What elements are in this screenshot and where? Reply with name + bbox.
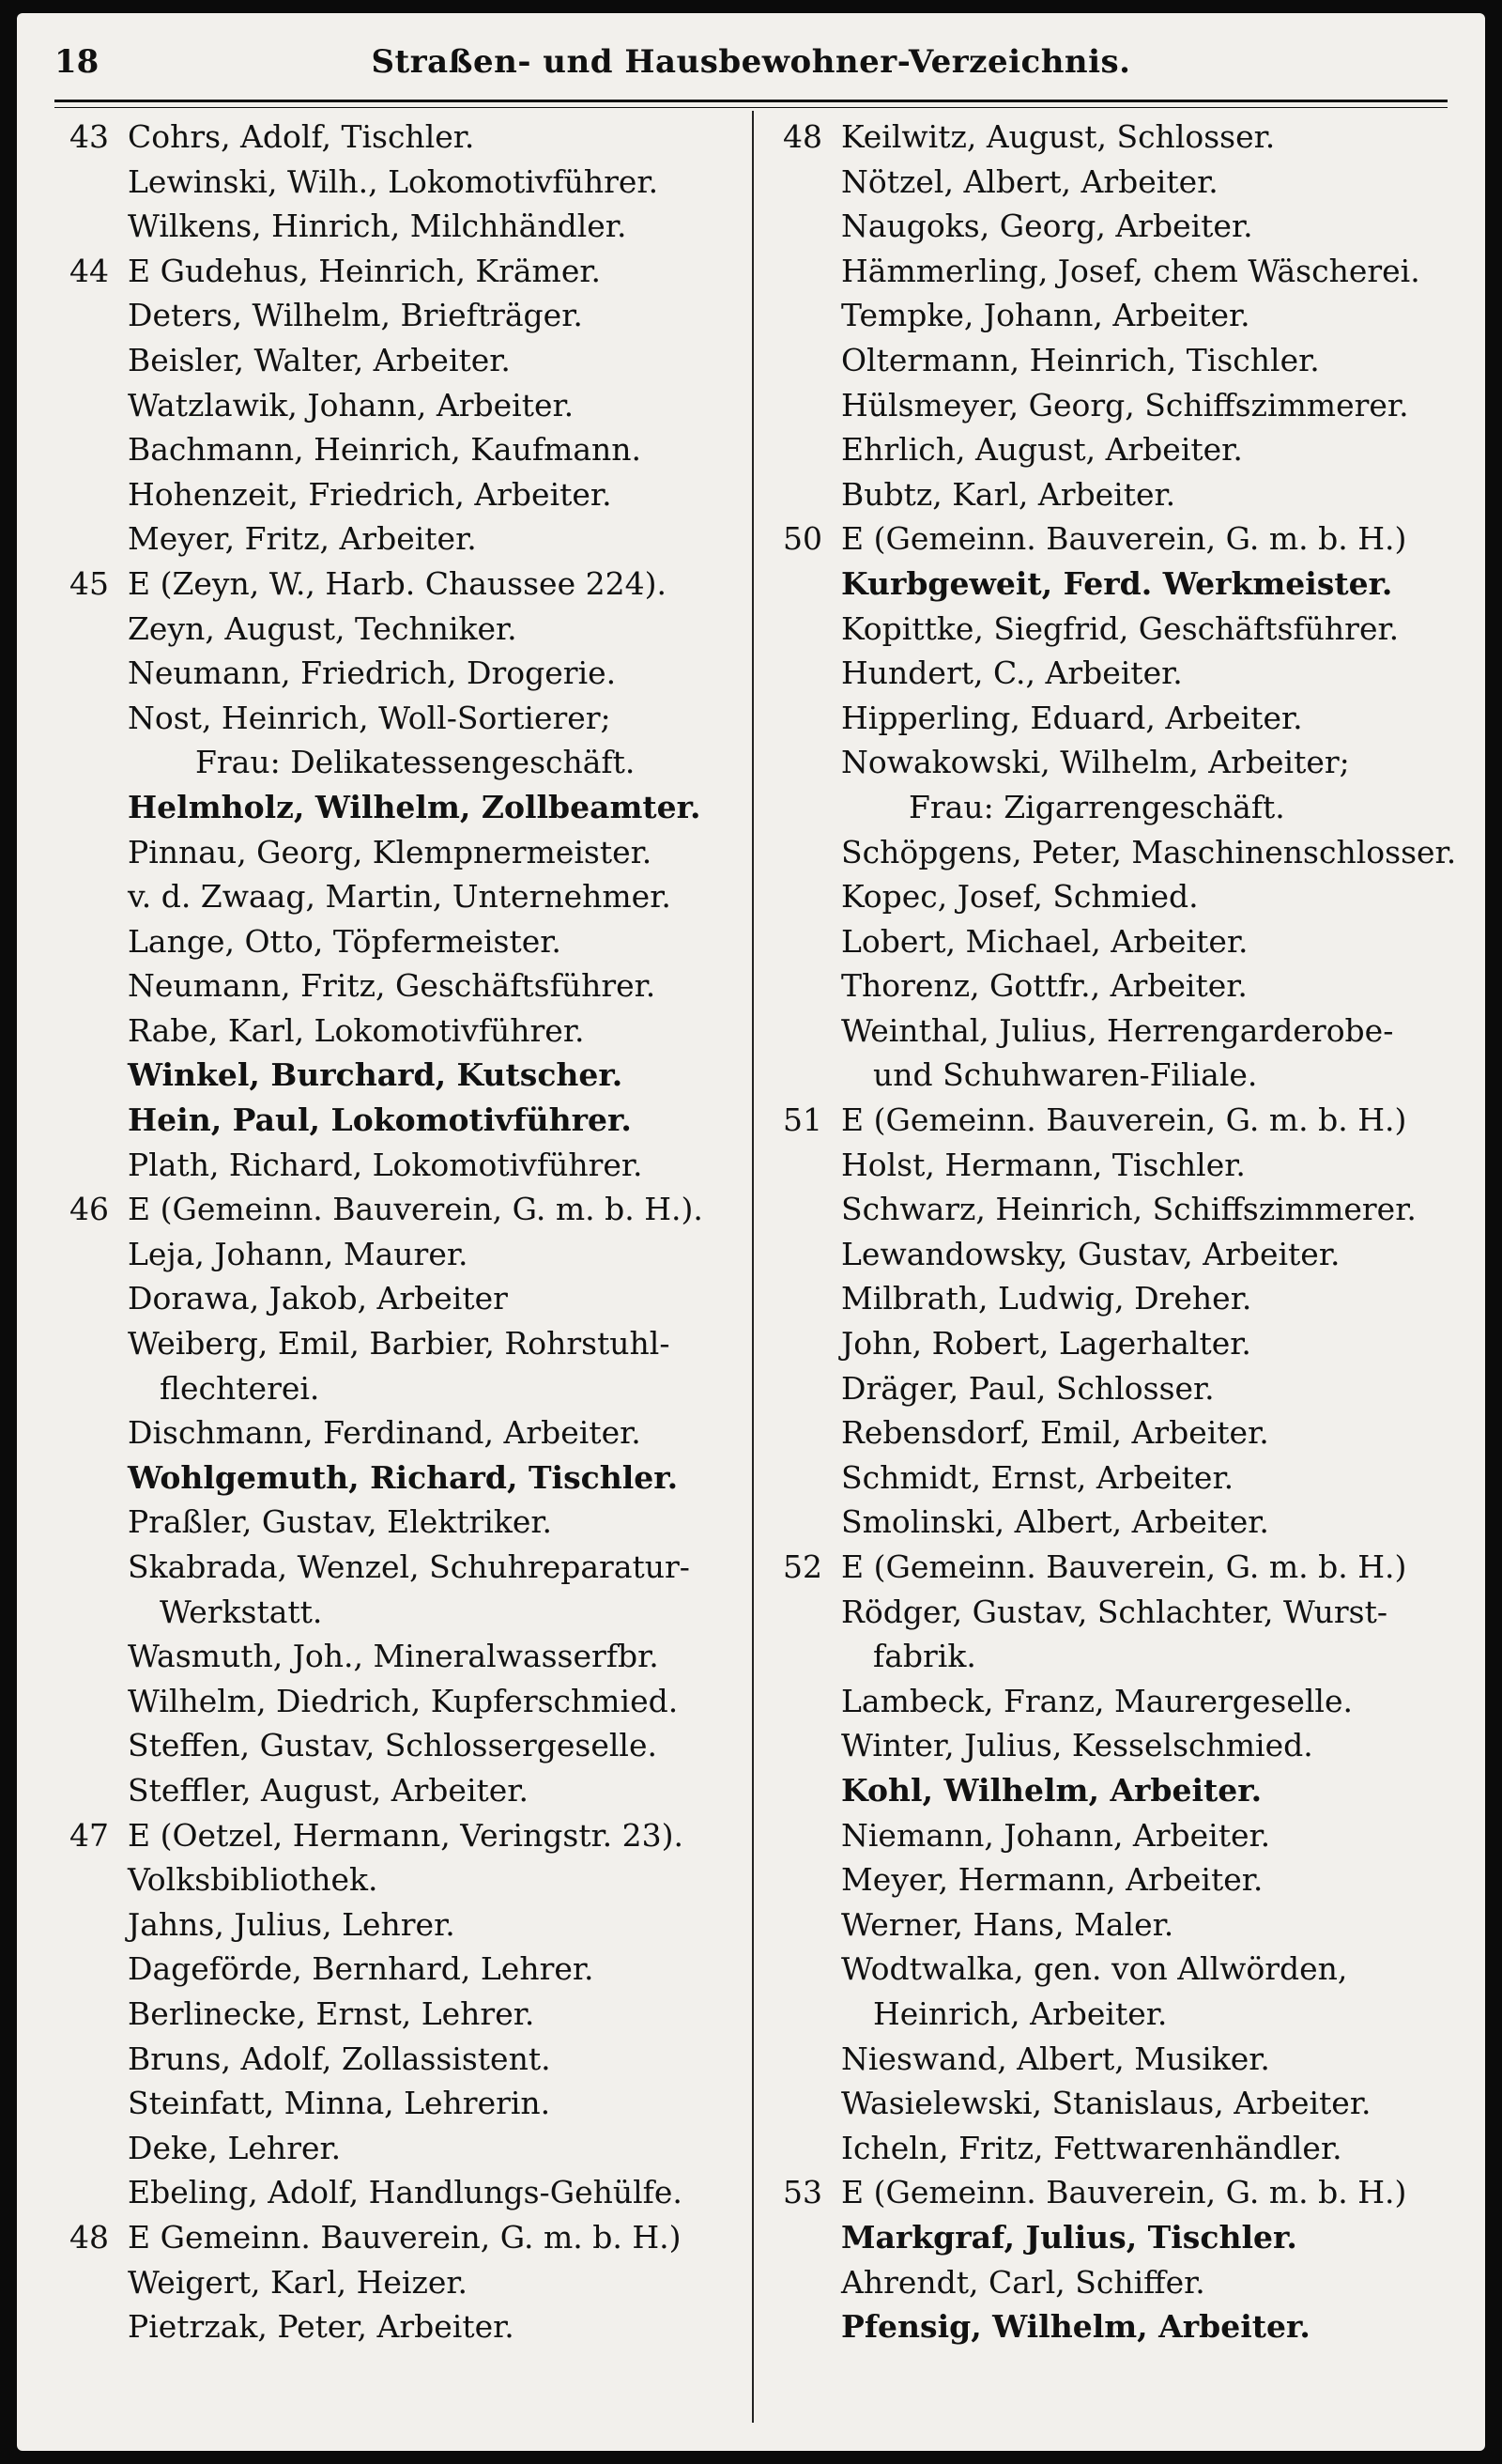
entry-text: Hein, Paul, Lokomotivführer. bbox=[128, 1101, 632, 1139]
directory-entry bbox=[54, 2304, 744, 2349]
entry-text: E (Gemeinn. Bauverein, G. m. b. H.) bbox=[841, 1548, 1407, 1585]
directory-entry bbox=[768, 2126, 1458, 2171]
entry-text: Dischmann, Ferdinand, Arbeiter. bbox=[128, 1414, 641, 1452]
entry-text: Pfensig, Wilhelm, Arbeiter. bbox=[841, 2308, 1310, 2346]
directory-entry bbox=[54, 1410, 744, 1455]
directory-entry bbox=[768, 293, 1458, 338]
house-number: 51 bbox=[783, 1101, 822, 1139]
directory-entry bbox=[54, 607, 744, 652]
entry-text: Dageförde, Bernhard, Lehrer. bbox=[128, 1950, 594, 1988]
entry-text: Pietrzak, Peter, Arbeiter. bbox=[128, 2308, 514, 2346]
entry-text: Lobert, Michael, Arbeiter. bbox=[841, 922, 1249, 960]
entry-text: Deters, Wilhelm, Briefträger. bbox=[128, 297, 583, 334]
entry-text: Niemann, Johann, Arbeiter. bbox=[841, 1816, 1271, 1854]
directory-entry bbox=[768, 1723, 1458, 1768]
page-header bbox=[54, 34, 1448, 90]
entry-text: Bachmann, Heinrich, Kaufmann. bbox=[128, 431, 642, 469]
directory-entry bbox=[54, 2170, 744, 2215]
entry-text: Keilwitz, August, Schlosser. bbox=[841, 118, 1276, 155]
entry-text: Schmidt, Ernst, Arbeiter. bbox=[841, 1458, 1234, 1496]
directory-entry bbox=[54, 1187, 744, 1232]
directory-entry bbox=[768, 1455, 1458, 1501]
directory-entry bbox=[54, 1634, 744, 1679]
directory-entry bbox=[54, 1232, 744, 1277]
entry-text: Ehrlich, August, Arbeiter. bbox=[841, 431, 1243, 469]
house-number: 46 bbox=[69, 1191, 109, 1228]
directory-entry bbox=[768, 2260, 1458, 2305]
entry-text: Weigert, Karl, Heizer. bbox=[128, 2263, 468, 2301]
directory-entry bbox=[54, 472, 744, 517]
column-divider bbox=[752, 111, 754, 2423]
directory-entry bbox=[54, 1455, 744, 1501]
entry-text: Deke, Lehrer. bbox=[128, 2129, 342, 2166]
entry-text: Wilhelm, Diedrich, Kupferschmied. bbox=[128, 1682, 679, 1719]
directory-entry bbox=[54, 1143, 744, 1188]
directory-entry bbox=[54, 338, 744, 383]
entry-text: Frau: Zigarrengeschäft. bbox=[909, 788, 1285, 825]
directory-entry bbox=[54, 115, 744, 160]
directory-entry bbox=[54, 249, 744, 294]
directory-entry bbox=[768, 1500, 1458, 1545]
entry-text: Rödger, Gustav, Schlachter, Wurst- bbox=[841, 1593, 1387, 1630]
entry-text: Pinnau, Georg, Klempnermeister. bbox=[128, 833, 652, 870]
directory-entry bbox=[768, 338, 1458, 383]
directory-entry bbox=[54, 919, 744, 964]
directory-entry bbox=[54, 293, 744, 338]
directory-page bbox=[17, 13, 1485, 2451]
entry-text: E (Gemeinn. Bauverein, G. m. b. H.) bbox=[841, 1101, 1407, 1139]
entry-text: Winkel, Burchard, Kutscher. bbox=[128, 1056, 623, 1094]
directory-entry bbox=[768, 115, 1458, 160]
entry-text: Ahrendt, Carl, Schiffer. bbox=[841, 2263, 1205, 2301]
header-rule-thick bbox=[54, 100, 1448, 102]
entry-text: v. d. Zwaag, Martin, Unternehmer. bbox=[128, 878, 671, 916]
directory-entry bbox=[768, 160, 1458, 205]
directory-entry bbox=[768, 2081, 1458, 2126]
entry-text: Kurbgeweit, Ferd. Werkmeister. bbox=[841, 564, 1393, 602]
directory-entry bbox=[768, 2037, 1458, 2082]
entry-text: Milbrath, Ludwig, Dreher. bbox=[841, 1280, 1252, 1317]
directory-entry bbox=[768, 1947, 1458, 1992]
entry-text: Wasmuth, Joh., Mineralwasserfbr. bbox=[128, 1638, 659, 1675]
directory-entry bbox=[54, 1902, 744, 1948]
directory-entry bbox=[54, 562, 744, 607]
directory-entry bbox=[54, 696, 744, 741]
house-number: 45 bbox=[69, 564, 109, 602]
entry-text: Werkstatt. bbox=[160, 1593, 323, 1630]
entry-text: fabrik. bbox=[873, 1638, 976, 1675]
directory-entry bbox=[768, 785, 1458, 830]
directory-entry bbox=[768, 249, 1458, 294]
entry-text: Holst, Hermann, Tischler. bbox=[841, 1146, 1246, 1183]
directory-entry bbox=[54, 1321, 744, 1366]
entry-text: Schwarz, Heinrich, Schiffszimmerer. bbox=[841, 1191, 1417, 1228]
running-title: Straßen- und Hausbewohner-Verzeichnis. bbox=[371, 43, 1131, 81]
directory-entry bbox=[54, 2037, 744, 2082]
directory-entry bbox=[768, 472, 1458, 517]
entry-text: Watzlawik, Johann, Arbeiter. bbox=[128, 386, 575, 424]
entry-text: Hämmerling, Josef, chem Wäscherei. bbox=[841, 252, 1420, 289]
directory-entry bbox=[768, 383, 1458, 428]
entry-text: Naugoks, Georg, Arbeiter. bbox=[841, 208, 1253, 245]
directory-entry bbox=[54, 1276, 744, 1321]
directory-entry bbox=[768, 919, 1458, 964]
entry-text: Tempke, Johann, Arbeiter. bbox=[841, 297, 1250, 334]
entry-text: Cohrs, Adolf, Tischler. bbox=[128, 118, 475, 155]
entry-text: Leja, Johann, Maurer. bbox=[128, 1235, 468, 1272]
entry-text: Rabe, Karl, Lokomotivführer. bbox=[128, 1011, 585, 1049]
house-number: 53 bbox=[783, 2174, 822, 2211]
entry-text: flechterei. bbox=[160, 1369, 320, 1407]
directory-entry bbox=[54, 1590, 744, 1635]
directory-entry bbox=[768, 1366, 1458, 1411]
entry-text: Steffen, Gustav, Schlossergeselle. bbox=[128, 1727, 657, 1764]
entry-text: E (Oetzel, Hermann, Veringstr. 23). bbox=[128, 1816, 684, 1854]
page-number: 18 bbox=[54, 43, 100, 81]
directory-entry bbox=[768, 427, 1458, 472]
directory-entry bbox=[54, 2260, 744, 2305]
entry-text: Kopec, Josef, Schmied. bbox=[841, 878, 1199, 916]
directory-entry bbox=[54, 1098, 744, 1143]
directory-entry bbox=[768, 516, 1458, 562]
directory-entry bbox=[54, 1366, 744, 1411]
directory-entry bbox=[54, 1992, 744, 2037]
entry-text: Lewandowsky, Gustav, Arbeiter. bbox=[841, 1235, 1341, 1272]
directory-entry bbox=[54, 383, 744, 428]
directory-entry bbox=[768, 1590, 1458, 1635]
directory-entry bbox=[768, 2170, 1458, 2215]
directory-entry bbox=[54, 160, 744, 205]
left-column bbox=[54, 115, 744, 2349]
entry-text: Bruns, Adolf, Zollassistent. bbox=[128, 2040, 551, 2077]
directory-entry bbox=[768, 1902, 1458, 1948]
entry-text: Heinrich, Arbeiter. bbox=[873, 1994, 1168, 2032]
house-number: 50 bbox=[783, 520, 822, 558]
entry-text: E (Gemeinn. Bauverein, G. m. b. H.). bbox=[128, 1191, 703, 1228]
directory-entry bbox=[768, 1098, 1458, 1143]
entry-text: Helmholz, Wilhelm, Zollbeamter. bbox=[128, 788, 701, 825]
entry-text: Beisler, Walter, Arbeiter. bbox=[128, 341, 511, 378]
directory-entry bbox=[768, 1679, 1458, 1724]
directory-entry bbox=[54, 1679, 744, 1724]
directory-entry bbox=[54, 2081, 744, 2126]
entry-text: Lewinski, Wilh., Lokomotivführer. bbox=[128, 162, 659, 200]
entry-text: Nowakowski, Wilhelm, Arbeiter; bbox=[841, 744, 1350, 781]
right-column bbox=[768, 115, 1458, 2349]
entry-text: Neumann, Fritz, Geschäftsführer. bbox=[128, 967, 656, 1005]
directory-entry bbox=[54, 1947, 744, 1992]
directory-entry bbox=[768, 1410, 1458, 1455]
entry-text: E (Gemeinn. Bauverein, G. m. b. H.) bbox=[841, 2174, 1407, 2211]
directory-entry bbox=[54, 1009, 744, 1054]
entry-text: Wohlgemuth, Richard, Tischler. bbox=[128, 1458, 679, 1496]
entry-text: Lange, Otto, Töpfermeister. bbox=[128, 922, 561, 960]
directory-entry bbox=[768, 830, 1458, 875]
entry-text: Ebeling, Adolf, Handlungs-Gehülfe. bbox=[128, 2174, 682, 2211]
entry-text: Wodtwalka, gen. von Allwörden, bbox=[841, 1950, 1348, 1988]
entry-text: E (Zeyn, W., Harb. Chaussee 224). bbox=[128, 564, 667, 602]
house-number: 43 bbox=[69, 118, 109, 155]
entry-text: E Gemeinn. Bauverein, G. m. b. H.) bbox=[128, 2218, 682, 2256]
directory-entry bbox=[54, 1545, 744, 1590]
directory-entry bbox=[768, 607, 1458, 652]
directory-entry bbox=[54, 963, 744, 1009]
directory-entry bbox=[768, 1143, 1458, 1188]
entry-text: Dräger, Paul, Schlosser. bbox=[841, 1369, 1215, 1407]
entry-text: Nötzel, Albert, Arbeiter. bbox=[841, 162, 1218, 200]
entry-text: Volksbibliothek. bbox=[128, 1861, 378, 1899]
house-number: 48 bbox=[69, 2218, 109, 2256]
directory-entry bbox=[54, 1857, 744, 1902]
house-number: 48 bbox=[783, 118, 822, 155]
directory-entry bbox=[768, 1053, 1458, 1098]
directory-entry bbox=[768, 651, 1458, 696]
directory-entry bbox=[768, 1992, 1458, 2037]
entry-text: Meyer, Hermann, Arbeiter. bbox=[841, 1861, 1264, 1899]
entry-text: Steinfatt, Minna, Lehrerin. bbox=[128, 2085, 551, 2122]
directory-entry bbox=[768, 1857, 1458, 1902]
directory-entry bbox=[768, 1232, 1458, 1277]
entry-text: Bubtz, Karl, Arbeiter. bbox=[841, 475, 1176, 513]
entry-text: Neumann, Friedrich, Drogerie. bbox=[128, 654, 617, 692]
directory-entry bbox=[54, 516, 744, 562]
directory-entry bbox=[768, 740, 1458, 785]
entry-text: Dorawa, Jakob, Arbeiter bbox=[128, 1280, 508, 1317]
directory-entry bbox=[768, 204, 1458, 249]
directory-entry bbox=[768, 1009, 1458, 1054]
entry-text: Hülsmeyer, Georg, Schiffszimmerer. bbox=[841, 386, 1409, 424]
directory-entry bbox=[54, 1813, 744, 1858]
directory-entry bbox=[768, 1634, 1458, 1679]
directory-entry bbox=[768, 2304, 1458, 2349]
entry-text: Zeyn, August, Techniker. bbox=[128, 609, 517, 647]
directory-entry bbox=[768, 874, 1458, 919]
entry-text: Berlinecke, Ernst, Lehrer. bbox=[128, 1994, 535, 2032]
directory-entry bbox=[54, 1723, 744, 1768]
directory-entry bbox=[54, 785, 744, 830]
directory-entry bbox=[768, 963, 1458, 1009]
entry-text: Weinthal, Julius, Herrengarderobe- bbox=[841, 1011, 1394, 1049]
directory-entry bbox=[768, 696, 1458, 741]
entry-text: Thorenz, Gottfr., Arbeiter. bbox=[841, 967, 1248, 1005]
header-rule-thin bbox=[54, 107, 1448, 108]
entry-text: Jahns, Julius, Lehrer. bbox=[128, 1905, 455, 1943]
directory-entry bbox=[54, 1768, 744, 1813]
directory-entry bbox=[54, 204, 744, 249]
entry-text: Icheln, Fritz, Fettwarenhändler. bbox=[841, 2129, 1342, 2166]
entry-text: Kopittke, Siegfrid, Geschäftsführer. bbox=[841, 609, 1400, 647]
entry-text: Plath, Richard, Lokomotivführer. bbox=[128, 1146, 643, 1183]
directory-entry bbox=[768, 1768, 1458, 1813]
directory-entry bbox=[768, 1187, 1458, 1232]
entry-text: Skabrada, Wenzel, Schuhreparatur- bbox=[128, 1548, 690, 1585]
entry-text: Nost, Heinrich, Woll-Sortierer; bbox=[128, 699, 611, 736]
directory-entry bbox=[54, 874, 744, 919]
entry-text: Steffler, August, Arbeiter. bbox=[128, 1771, 529, 1809]
directory-entry bbox=[54, 740, 744, 785]
directory-entry bbox=[54, 1500, 744, 1545]
entry-text: Hipperling, Eduard, Arbeiter. bbox=[841, 699, 1303, 736]
entry-text: Lambeck, Franz, Maurergeselle. bbox=[841, 1682, 1353, 1719]
directory-entry bbox=[768, 1321, 1458, 1366]
entry-text: Smolinski, Albert, Arbeiter. bbox=[841, 1503, 1269, 1541]
directory-entry bbox=[768, 2215, 1458, 2260]
entry-text: Oltermann, Heinrich, Tischler. bbox=[841, 341, 1320, 378]
directory-entry bbox=[768, 1545, 1458, 1590]
entry-text: Weiberg, Emil, Barbier, Rohrstuhl- bbox=[128, 1325, 670, 1363]
entry-text: Markgraf, Julius, Tischler. bbox=[841, 2218, 1297, 2256]
entry-text: Schöpgens, Peter, Maschinenschlosser. bbox=[841, 833, 1457, 870]
entry-text: Hundert, C., Arbeiter. bbox=[841, 654, 1183, 692]
house-number: 47 bbox=[69, 1816, 109, 1854]
directory-entry bbox=[768, 1813, 1458, 1858]
directory-entry bbox=[54, 651, 744, 696]
entry-text: Kohl, Wilhelm, Arbeiter. bbox=[841, 1771, 1263, 1809]
directory-entry bbox=[54, 2215, 744, 2260]
entry-text: E (Gemeinn. Bauverein, G. m. b. H.) bbox=[841, 520, 1407, 558]
directory-entry bbox=[54, 2126, 744, 2171]
entry-text: Wilkens, Hinrich, Milchhändler. bbox=[128, 208, 627, 245]
entry-text: und Schuhwaren-Filiale. bbox=[873, 1056, 1258, 1094]
entry-text: Frau: Delikatessengeschäft. bbox=[195, 744, 636, 781]
directory-entry bbox=[54, 427, 744, 472]
house-number: 44 bbox=[69, 252, 109, 289]
entry-text: John, Robert, Lagerhalter. bbox=[841, 1325, 1251, 1363]
entry-text: Wasielewski, Stanislaus, Arbeiter. bbox=[841, 2085, 1372, 2122]
entry-text: Meyer, Fritz, Arbeiter. bbox=[128, 520, 477, 558]
directory-entry bbox=[768, 562, 1458, 607]
entry-text: Nieswand, Albert, Musiker. bbox=[841, 2040, 1270, 2077]
directory-entry bbox=[54, 830, 744, 875]
house-number: 52 bbox=[783, 1548, 822, 1585]
directory-entry bbox=[54, 1053, 744, 1098]
entry-text: E Gudehus, Heinrich, Krämer. bbox=[128, 252, 601, 289]
entry-text: Winter, Julius, Kesselschmied. bbox=[841, 1727, 1313, 1764]
entry-text: Praßler, Gustav, Elektriker. bbox=[128, 1503, 553, 1541]
entry-text: Werner, Hans, Maler. bbox=[841, 1905, 1174, 1943]
directory-entry bbox=[768, 1276, 1458, 1321]
entry-text: Rebensdorf, Emil, Arbeiter. bbox=[841, 1414, 1269, 1452]
entry-text: Hohenzeit, Friedrich, Arbeiter. bbox=[128, 475, 612, 513]
